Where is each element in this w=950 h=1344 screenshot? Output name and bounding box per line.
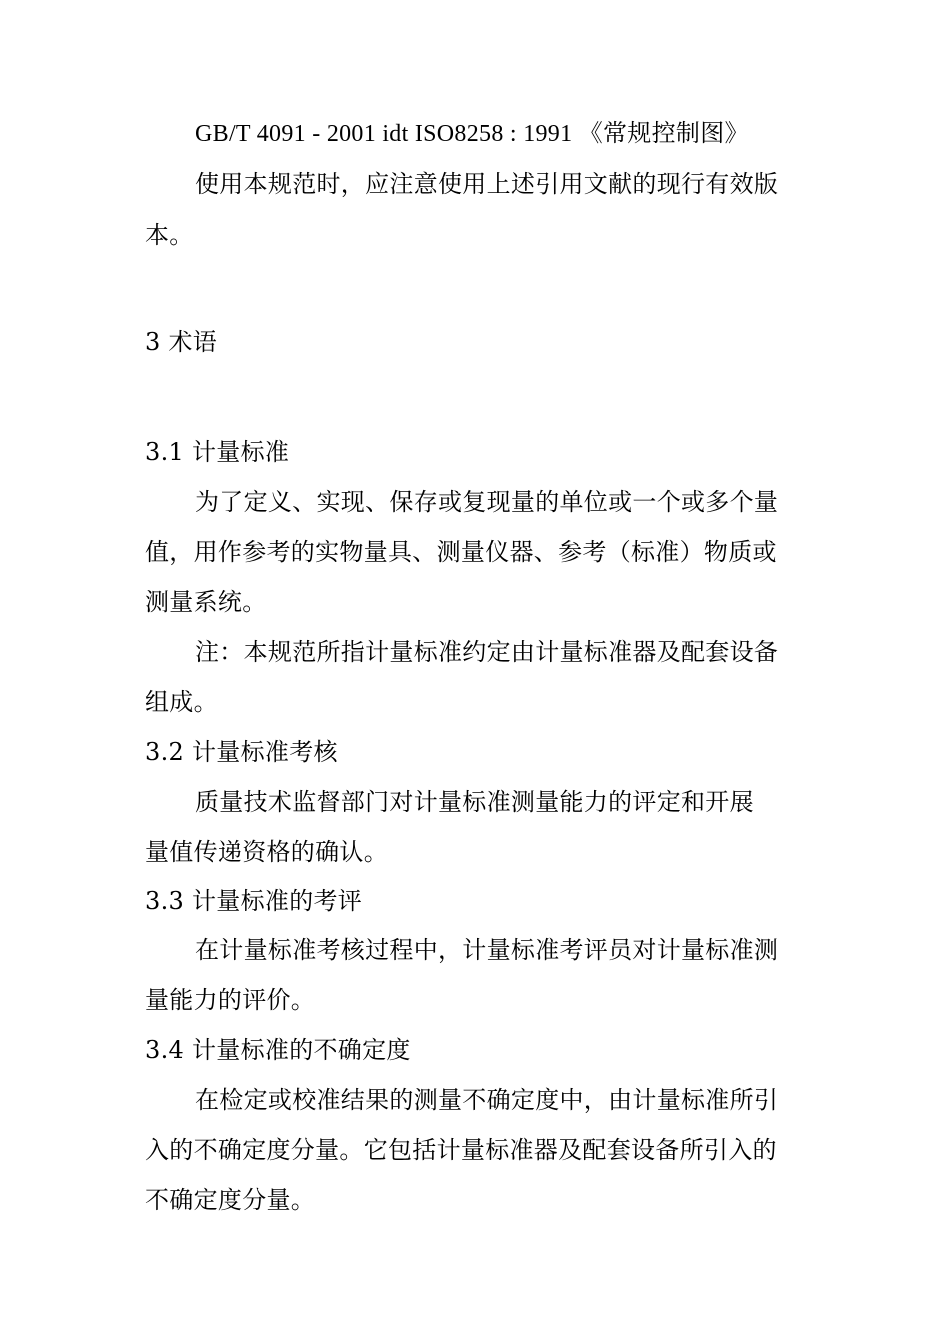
usage-note-line-2: 本。: [145, 221, 194, 249]
term-3-2-definition-line-1: 质量技术监督部门对计量标准测量能力的评定和开展: [195, 788, 754, 816]
usage-note-line-1: 使用本规范时，应注意使用上述引用文献的现行有效版: [195, 170, 779, 198]
term-3-1-note-line-2: 组成。: [145, 688, 218, 716]
term-3-4-definition-line-2: 入的不确定度分量。它包括计量标准器及配套设备所引入的: [145, 1136, 777, 1164]
term-3-4-definition-line-3: 不确定度分量。: [145, 1186, 316, 1214]
term-3-1-definition-line-2: 值，用作参考的实物量具、测量仪器、参考（标准）物质或: [145, 538, 777, 566]
term-3-2-heading: 3.2 计量标准考核: [145, 738, 338, 766]
term-3-1-note-line-1: 注：本规范所指计量标准约定由计量标准器及配套设备: [195, 638, 779, 666]
term-3-1-definition-line-3: 测量系统。: [145, 588, 267, 616]
term-3-1-heading: 3.1 计量标准: [145, 438, 290, 466]
term-3-1-definition-line-1: 为了定义、实现、保存或复现量的单位或一个或多个量: [195, 488, 779, 516]
term-3-2-definition-line-2: 量值传递资格的确认。: [145, 838, 388, 866]
term-3-4-definition-line-1: 在检定或校准结果的测量不确定度中，由计量标准所引: [195, 1086, 779, 1114]
reference-standard-line: GB/T 4091 - 2001 idt ISO8258 : 1991 《常规控制图》: [195, 121, 749, 147]
term-3-4-heading: 3.4 计量标准的不确定度: [145, 1036, 411, 1064]
section-heading-terms: 3 术语: [145, 328, 218, 356]
term-3-3-definition-line-2: 量能力的评价。: [145, 986, 316, 1014]
term-3-3-heading: 3.3 计量标准的考评: [145, 887, 363, 915]
term-3-3-definition-line-1: 在计量标准考核过程中，计量标准考评员对计量标准测: [195, 936, 779, 964]
